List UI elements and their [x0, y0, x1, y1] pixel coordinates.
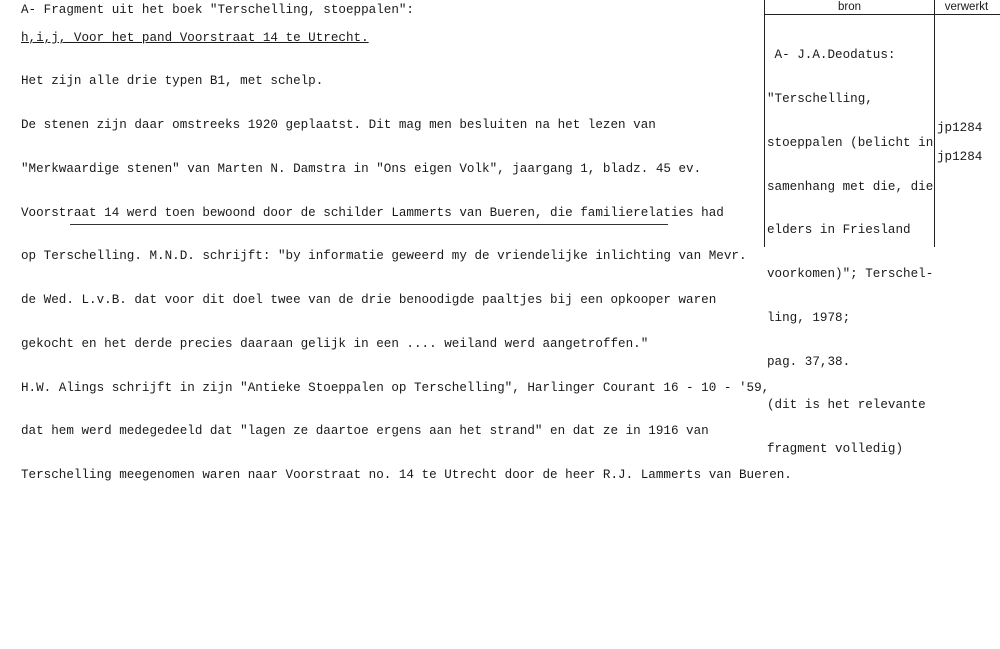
body-line: De stenen zijn daar omstreeks 1920 geplaatst. Dit mag men besluiten na het lezen van [21, 117, 656, 132]
body-line: Het zijn alle drie typen B1, met schelp. [21, 74, 324, 89]
body-line: Voorstraat 14 werd toen bewoond door de schilder Lammerts van Bueren, die familierelaties had [21, 205, 724, 220]
source-line: A- J.A.Deodatus: [767, 48, 896, 63]
body-line: "Merkwaardige stenen" van Marten N. Damstra in "Ons eigen Volk", jaargang 1, bladz. 45 ev. [21, 161, 702, 176]
body-line: gekocht en het derde precies daaraan gelijk in een .... weiland werd aangetroffen." [21, 336, 649, 351]
source-line: samenhang met die, die [767, 179, 934, 194]
table-column-divider [934, 0, 935, 247]
source-line: "Terschelling, [767, 91, 873, 106]
source-line: elders in Friesland [767, 223, 911, 238]
source-line: pag. 37,38. [767, 354, 851, 369]
document-heading: A- Fragment uit het boek "Terschelling, stoeppalen": [21, 3, 414, 17]
source-line: fragment volledig) [767, 442, 904, 457]
body-line: H.W. Alings schrijft in zijn "Antieke Stoeppalen op Terschelling", Harlinger Courant 16 - 10 - '59, [21, 380, 770, 395]
source-line: voorkomen)"; Terschel- [767, 267, 934, 282]
processed-code: jp1284 [937, 121, 983, 135]
document-body [21, 45, 792, 497]
document-subheading: h,i,j, Voor het pand Voorstraat 14 te Utrecht. [21, 31, 369, 45]
body-line: de Wed. L.v.B. dat voor dit doel twee van de drie benoodigde paaltjes bij een opkooper waren [21, 293, 717, 308]
processed-column-header: verwerkt [944, 1, 989, 13]
table-header-divider [764, 14, 1000, 15]
source-column-header: bron [837, 1, 862, 13]
source-reference [767, 19, 933, 471]
body-line: dat hem werd medegedeeld dat "lagen ze daartoe ergens aan het strand" en dat ze in 1916 van [21, 424, 709, 439]
body-line: op Terschelling. M.N.D. schrijft: "by informatie geweerd my de vriendelijke inlichting van Mevr. [21, 249, 747, 264]
source-line: (dit is het relevante [767, 398, 926, 413]
source-line: ling, 1978; [767, 310, 851, 325]
separator-line [70, 224, 668, 225]
processed-code: jp1284 [937, 150, 983, 164]
body-line: Terschelling meegenomen waren naar Voorstraat no. 14 te Utrecht door de heer R.J. Lammerts van Bueren. [21, 468, 792, 483]
table-left-border [764, 0, 765, 247]
source-line: stoeppalen (belicht in [767, 135, 934, 150]
